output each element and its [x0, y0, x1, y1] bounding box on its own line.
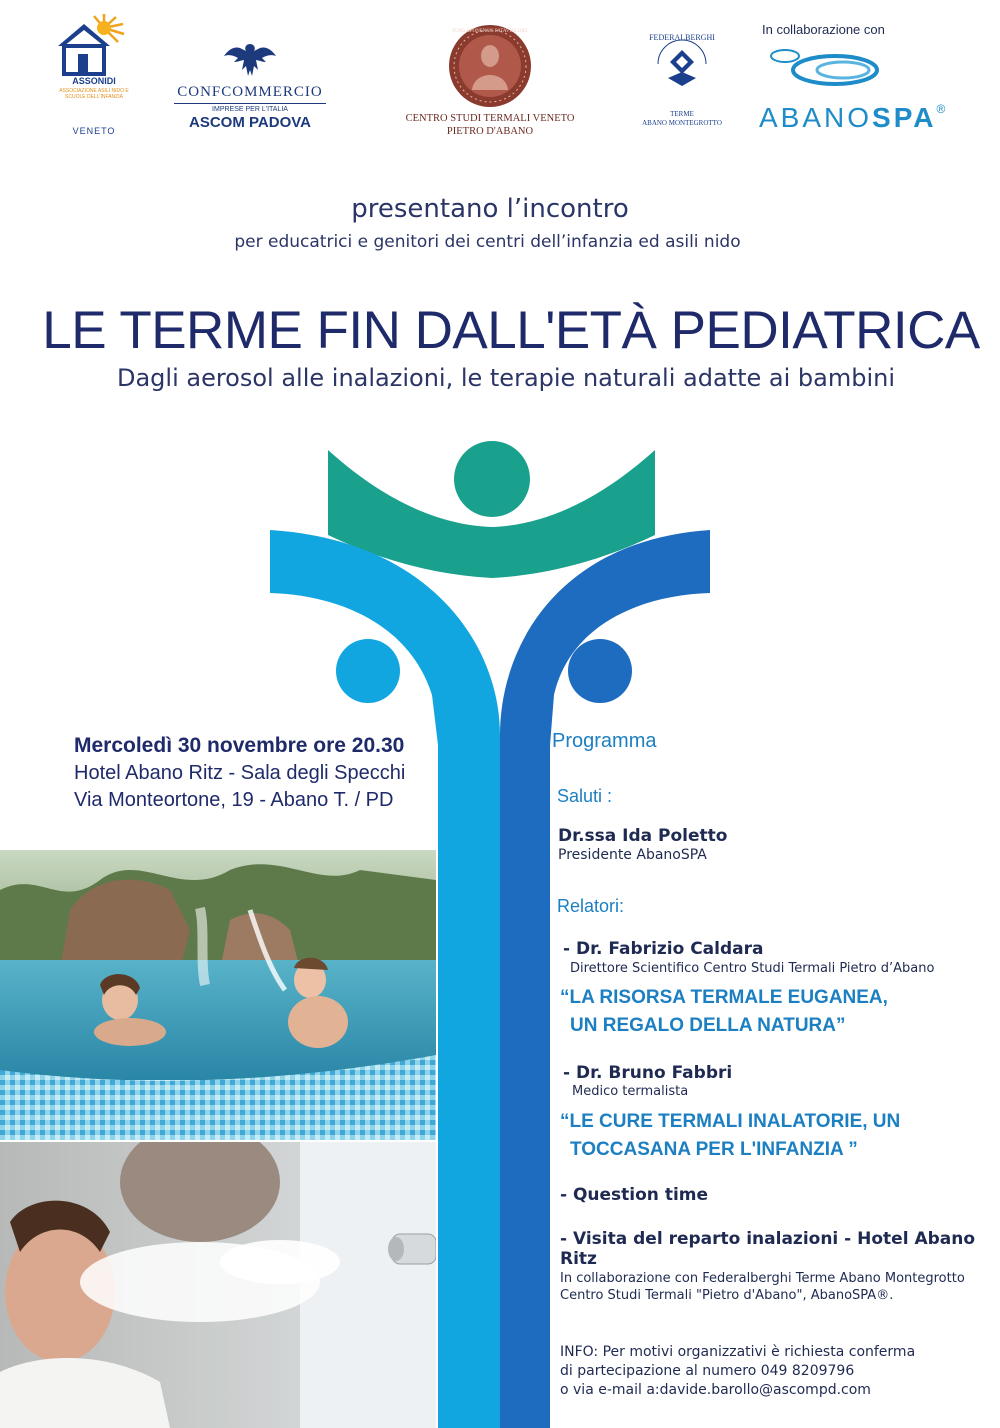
event-venue: Hotel Abano Ritz - Sala degli Specchi — [74, 762, 406, 784]
confcommercio-name: CONFCOMMERCIO — [177, 84, 323, 100]
speaker2-role: Medico termalista — [572, 1084, 689, 1099]
info-line1: INFO: Per motivi organizzativi è richiesta conferma — [560, 1344, 916, 1360]
pool-photo — [0, 850, 436, 1140]
event-address: Via Monteortone, 19 - Abano T. / PD — [74, 789, 394, 811]
abanospa-part2: SPA — [872, 102, 937, 133]
water-swirl-icon — [765, 42, 885, 90]
relatori-label: Relatori: — [557, 896, 625, 916]
talk2-title-line2: TOCCASANA PER L'INFANZIA ” — [570, 1139, 858, 1160]
talk2-title-line1: “LE CURE TERMALI INALATORIE, UN — [560, 1111, 901, 1132]
info-line2: di partecipazione al numero 049 8209796 — [560, 1363, 855, 1379]
assonidi-logo — [56, 14, 132, 134]
inhalation-photo — [0, 1142, 436, 1428]
presentano-heading: presentano l’incontro — [351, 194, 629, 224]
talk1-title-line2: UN REGALO DELLA NATURA” — [570, 1015, 846, 1036]
federalberghi-logo — [632, 24, 732, 134]
abanospa-wordmark — [759, 102, 948, 134]
speaker1-name: - Dr. Fabrizio Caldara — [563, 939, 764, 959]
saluti-speaker-role: Presidente AbanoSPA — [558, 847, 707, 863]
centro-studi-subname: PIETRO D'ABANO — [446, 126, 534, 137]
assonidi-subtitle: ASSOCIAZIONE ASILI NIDO E SCUOLE DELL'INFANZIA — [59, 88, 129, 100]
federalberghi-line2: ABANO MONTEGROTTO — [642, 119, 722, 127]
page-subtitle: Dagli aerosol alle inalazioni, le terapie naturali adatte ai bambini — [116, 364, 895, 392]
sun-house-icon — [56, 14, 132, 76]
assonidi-name: ASSONIDI — [72, 76, 116, 86]
ascom-padova-label: ASCOM PADOVA — [189, 114, 311, 131]
event-date: Mercoledì 30 novembre ore 20.30 — [74, 734, 405, 757]
confcommercio-logo — [170, 40, 330, 135]
light-blue-head-circle — [336, 639, 400, 703]
saluti-label: Saluti : — [557, 786, 613, 806]
abanospa-logo — [755, 42, 980, 137]
page-title: LE TERME FIN DALL'ETÀ PEDIATRICA — [42, 301, 980, 360]
seal-inscription: FONS APONENSIS PATAVINI DIEI — [452, 29, 528, 34]
speaker1-role: Direttore Scientifico Centro Studi Termali Pietro d’Abano — [570, 961, 935, 976]
dark-blue-head-circle — [568, 639, 632, 703]
federalberghi-arc-text: FEDERALBERGHI — [649, 33, 715, 42]
saluti-speaker-name: Dr.ssa Ida Poletto — [558, 826, 728, 846]
registered-mark: ® — [936, 102, 949, 116]
question-time-item: - Question time — [560, 1185, 709, 1205]
talk1-title-line1: “LA RISORSA TERMALE EUGANEA, — [560, 987, 888, 1008]
centro-studi-name: CENTRO STUDI TERMALI VENETO — [405, 113, 575, 124]
info-email-line[interactable]: o via e-mail a:davide.barollo@ascompd.com — [560, 1382, 871, 1398]
centro-studi-logo — [380, 24, 600, 144]
collaboration-note-line1: In collaborazione con Federalberghi Terme Abano Montegrotto — [560, 1271, 965, 1286]
confcommercio-tagline: IMPRESE PER L'ITALIA — [212, 106, 288, 113]
collaboration-label: In collaborazione con — [762, 22, 885, 37]
divider — [174, 103, 326, 104]
federalberghi-line1: TERME — [670, 110, 694, 118]
collaboration-note-line2: Centro Studi Termali "Pietro d'Abano", AbanoSPA®. — [560, 1288, 894, 1303]
audience-line: per educatrici e genitori dei centri dell’infanzia ed asili nido — [234, 232, 741, 252]
speaker2-name: - Dr. Bruno Fabbri — [563, 1063, 733, 1083]
visit-item: - Visita del reparto inalazioni - Hotel Abano Ritz — [560, 1229, 976, 1269]
teal-head-circle — [454, 441, 530, 517]
medal-seal-icon — [448, 24, 532, 108]
programme-heading: Programma — [552, 730, 657, 752]
abanospa-part1: ABANO — [759, 102, 873, 133]
federalberghi-emblem-icon — [642, 24, 722, 108]
eagle-icon — [220, 40, 280, 84]
assonidi-region: VENETO — [72, 126, 116, 136]
